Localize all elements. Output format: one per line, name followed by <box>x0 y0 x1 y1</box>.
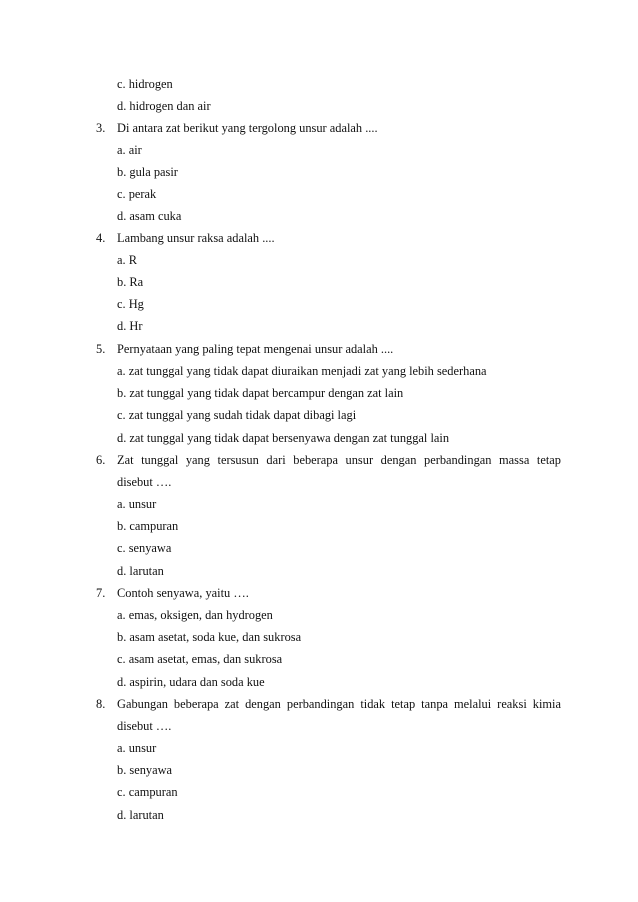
option-q5-b: b. zat tunggal yang tidak dapat bercampur dengan zat lain <box>117 386 404 400</box>
option-q5-c: c. zat tunggal yang sudah tidak dapat dibagi lagi <box>117 408 357 422</box>
option-q3-a: a. air <box>117 143 142 157</box>
option-q6-c: c. senyawa <box>117 541 172 555</box>
option-q4-b: b. Ra <box>117 275 144 289</box>
option-q8-a: a. unsur <box>117 741 157 755</box>
option-q7-d: d. aspirin, udara dan soda kue <box>117 675 265 689</box>
option-q6-d: d. larutan <box>117 564 164 578</box>
question-6-text-line1: Zat tunggal yang tersusun dari beberapa unsur dengan perbandingan massa tetap <box>117 453 561 467</box>
question-5-number: 5. <box>96 342 106 356</box>
option-q4-d: d. Hr <box>117 319 143 333</box>
option-q5-a: a. zat tunggal yang tidak dapat diuraikan menjadi zat yang lebih sederhana <box>117 364 487 378</box>
question-3-number: 3. <box>96 121 106 135</box>
question-6-number: 6. <box>96 453 106 467</box>
option-q7-a: a. emas, oksigen, dan hydrogen <box>117 608 273 622</box>
question-8-number: 8. <box>96 697 106 711</box>
option-q3-d: d. asam cuka <box>117 209 182 223</box>
option-q2-d: d. hidrogen dan air <box>117 99 211 113</box>
option-q8-d: d. larutan <box>117 808 164 822</box>
question-8-text-line1: Gabungan beberapa zat dengan perbandingan tidak tetap tanpa melalui reaksi kimia <box>117 697 561 711</box>
option-q6-b: b. campuran <box>117 519 179 533</box>
question-8-text-line2: disebut …. <box>117 719 172 733</box>
option-q3-c: c. perak <box>117 187 157 201</box>
option-q6-a: a. unsur <box>117 497 157 511</box>
question-7-number: 7. <box>96 586 106 600</box>
question-7-text: Contoh senyawa, yaitu …. <box>117 586 249 600</box>
option-q3-b: b. gula pasir <box>117 165 178 179</box>
option-q7-c: c. asam asetat, emas, dan sukrosa <box>117 652 283 666</box>
option-q7-b: b. asam asetat, soda kue, dan sukrosa <box>117 630 302 644</box>
question-5-text: Pernyataan yang paling tepat mengenai unsur adalah .... <box>117 342 394 356</box>
question-3-text: Di antara zat berikut yang tergolong unsur adalah .... <box>117 121 378 135</box>
option-q2-c: c. hidrogen <box>117 77 173 91</box>
question-4-text: Lambang unsur raksa adalah .... <box>117 231 275 245</box>
question-4-number: 4. <box>96 231 106 245</box>
question-6-text-line2: disebut …. <box>117 475 172 489</box>
option-q5-d: d. zat tunggal yang tidak dapat bersenyawa dengan zat tunggal lain <box>117 431 450 445</box>
option-q8-c: c. campuran <box>117 785 178 799</box>
option-q4-c: c. Hg <box>117 297 144 311</box>
option-q4-a: a. R <box>117 253 137 267</box>
option-q8-b: b. senyawa <box>117 763 173 777</box>
